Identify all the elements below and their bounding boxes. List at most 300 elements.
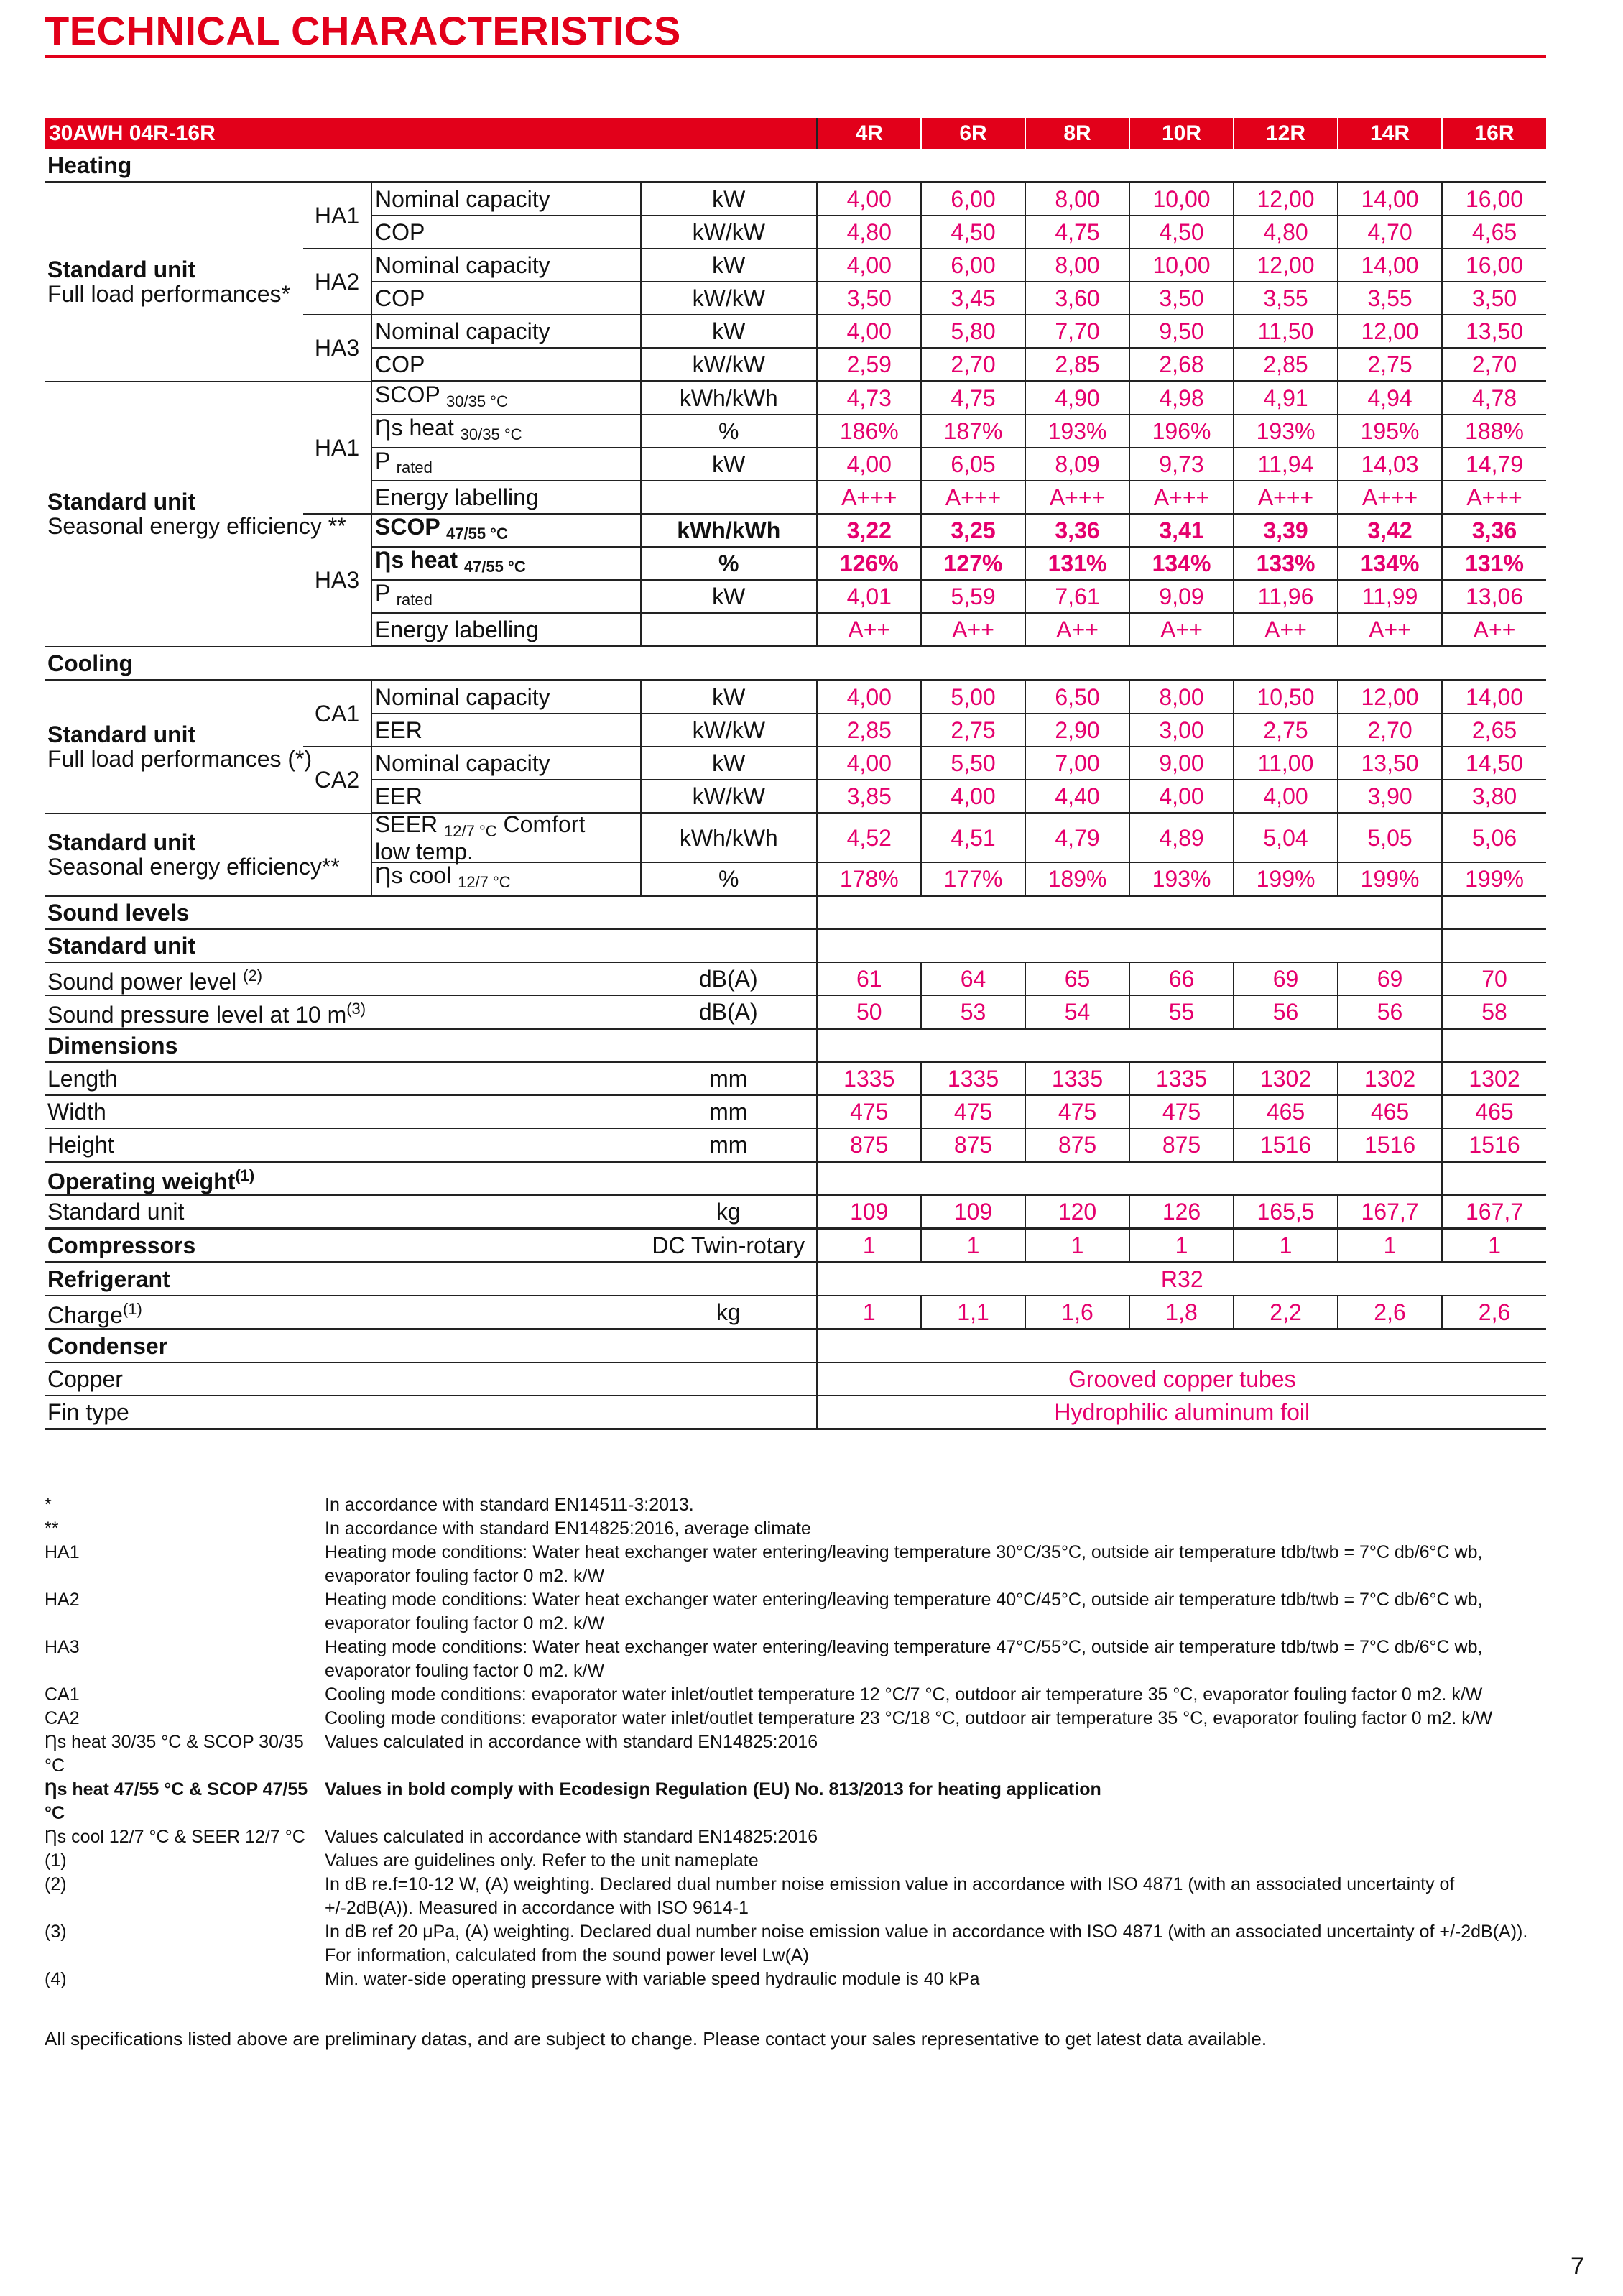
- row-unit: mm: [641, 1062, 817, 1095]
- row-unit: kW: [641, 448, 817, 481]
- value-cell: 8,00: [1025, 249, 1129, 282]
- footnote-key: (3): [45, 1922, 67, 1942]
- row-unit: kW: [641, 681, 817, 714]
- value-cell: 127%: [921, 547, 1025, 580]
- value-cell: 3,42: [1338, 514, 1442, 547]
- value-cell: 465: [1338, 1095, 1442, 1128]
- value-cell: 875: [921, 1128, 1025, 1162]
- value-cell: 6,00: [921, 249, 1025, 282]
- row-unit: %: [641, 415, 817, 448]
- value-cell: 69: [1234, 962, 1338, 995]
- value-cell: 4,52: [817, 813, 921, 863]
- value-cell: 11,99: [1338, 580, 1442, 613]
- value-cell: 3,39: [1234, 514, 1338, 547]
- value-cell: 167,7: [1338, 1195, 1442, 1229]
- value-cell: 56: [1338, 995, 1442, 1029]
- cooling-seasonal-group: Standard unit Seasonal energy efficiency**: [45, 813, 371, 896]
- footnote-text: Heating mode conditions: Water heat exchanger water entering/leaving temperature 30°C/35°C, outside air temperature tdb/twb = 7°C db/6°C wb, evaporator fouling factor 0 m2. k/W: [325, 1542, 1483, 1586]
- row-unit: kWh/kWh: [641, 382, 817, 415]
- value-cell: 12,00: [1338, 681, 1442, 714]
- value-cell: 3,50: [817, 282, 921, 315]
- row-unit: mm: [641, 1128, 817, 1162]
- table-row: [45, 1029, 1546, 1063]
- value-cell: 189%: [1025, 862, 1129, 896]
- model-header: 8R: [1025, 118, 1129, 149]
- value-cell: 14,79: [1442, 448, 1546, 481]
- value-cell: 199%: [1442, 862, 1546, 896]
- model-range: 30AWH 04R-16R: [45, 118, 817, 149]
- value-cell: 1516: [1338, 1128, 1442, 1162]
- section-sound: Sound levels: [45, 896, 817, 930]
- condition-code: HA3: [303, 514, 371, 647]
- value-cell: 178%: [817, 862, 921, 896]
- fin-value: Hydrophilic aluminum foil: [817, 1396, 1546, 1429]
- value-cell: 7,00: [1025, 747, 1129, 780]
- footnote: [45, 1707, 1546, 1730]
- value-cell: 54: [1025, 995, 1129, 1029]
- value-cell: 2,6: [1442, 1296, 1546, 1329]
- table-row: [45, 1329, 1546, 1363]
- value-cell: 4,01: [817, 580, 921, 613]
- value-cell: 3,80: [1442, 780, 1546, 813]
- footnote-key: Ƞs cool 12/7 °C & SEER 12/7 °C: [45, 1827, 305, 1847]
- row-label: P $_{rated}$: [371, 580, 641, 613]
- table-row: [45, 1128, 1546, 1162]
- value-cell: 1: [921, 1229, 1025, 1263]
- row-unit: kW/kW: [641, 348, 817, 382]
- footnote-key: (1): [45, 1850, 67, 1871]
- value-cell: 4,80: [817, 216, 921, 249]
- value-cell: 4,75: [1025, 216, 1129, 249]
- value-cell: 126%: [817, 547, 921, 580]
- footnote: [45, 1541, 1546, 1588]
- row-label: SEER $_{12/7 ^\circ C}$ Comfort low temp.: [371, 813, 641, 863]
- page-number: 7: [1571, 2253, 1584, 2280]
- value-cell: 13,50: [1338, 747, 1442, 780]
- footnote-key: HA3: [45, 1637, 80, 1657]
- footnote: [45, 1493, 1546, 1517]
- value-cell: 8,00: [1025, 183, 1129, 216]
- value-cell: 3,60: [1025, 282, 1129, 315]
- row-label: Nominal capacity: [371, 747, 641, 780]
- value-cell: 8,00: [1129, 681, 1234, 714]
- copper-value: Grooved copper tubes: [817, 1363, 1546, 1396]
- footnote-key: HA1: [45, 1542, 80, 1562]
- condition-code: CA1: [303, 681, 371, 747]
- value-cell: 12,00: [1338, 315, 1442, 348]
- row-unit: kW/kW: [641, 216, 817, 249]
- value-cell: 2,70: [921, 348, 1025, 382]
- footnote-text: In dB ref 20 μPa, (A) weighting. Declared dual number noise emission value in accordance with ISO 4871 (with an associated uncertainty of +/-2dB(A)). For information, calculated from the sound power level Lw(A): [325, 1922, 1528, 1965]
- value-cell: 11,50: [1234, 315, 1338, 348]
- footnote-key: (4): [45, 1969, 67, 1989]
- value-cell: 4,80: [1234, 216, 1338, 249]
- row-unit: %: [641, 862, 817, 896]
- value-cell: 11,00: [1234, 747, 1338, 780]
- value-cell: 188%: [1442, 415, 1546, 448]
- value-cell: 2,70: [1442, 348, 1546, 382]
- value-cell: 9,73: [1129, 448, 1234, 481]
- row-label: Fin type: [45, 1396, 817, 1429]
- seasonal-group: Standard unit Seasonal energy efficiency **: [45, 382, 303, 647]
- row-label: Energy labelling: [371, 481, 641, 514]
- footnote: [45, 1920, 1546, 1968]
- value-cell: A+++: [1338, 481, 1442, 514]
- value-cell: 16,00: [1442, 249, 1546, 282]
- value-cell: 4,00: [817, 183, 921, 216]
- value-cell: 1: [1025, 1229, 1129, 1263]
- table-row: [45, 382, 1546, 415]
- value-cell: 187%: [921, 415, 1025, 448]
- value-cell: 11,94: [1234, 448, 1338, 481]
- value-cell: 55: [1129, 995, 1234, 1029]
- value-cell: 4,00: [817, 681, 921, 714]
- value-cell: 5,50: [921, 747, 1025, 780]
- table-row: [45, 1396, 1546, 1429]
- footnote-key: *: [45, 1495, 52, 1515]
- section-cooling: Cooling: [45, 647, 1546, 681]
- value-cell: 4,79: [1025, 813, 1129, 863]
- value-cell: 109: [817, 1195, 921, 1229]
- footnote: [45, 1849, 1546, 1873]
- value-cell: 4,00: [817, 747, 921, 780]
- value-cell: 4,50: [1129, 216, 1234, 249]
- footnote-text: In accordance with standard EN14825:2016, average climate: [325, 1518, 811, 1539]
- value-cell: 5,05: [1338, 813, 1442, 863]
- value-cell: 4,94: [1338, 382, 1442, 415]
- footnote-text: Values are guidelines only. Refer to the unit nameplate: [325, 1850, 759, 1871]
- value-cell: 177%: [921, 862, 1025, 896]
- value-cell: 4,00: [817, 448, 921, 481]
- value-cell: 465: [1234, 1095, 1338, 1128]
- table-row: [45, 1229, 1546, 1263]
- value-cell: 109: [921, 1195, 1025, 1229]
- row-label: Nominal capacity: [371, 315, 641, 348]
- footnote: [45, 1730, 1546, 1778]
- value-cell: A++: [1338, 613, 1442, 647]
- spec-table: [45, 118, 1546, 1430]
- row-label: SCOP $_{30/35 ^\circ C}$: [371, 382, 641, 415]
- row-label: Height: [45, 1128, 641, 1162]
- row-unit: kW: [641, 183, 817, 216]
- model-header: 14R: [1338, 118, 1442, 149]
- table-row: [45, 681, 1546, 714]
- footnote-key: (2): [45, 1874, 67, 1894]
- footnote-text: In accordance with standard EN14511-3:2013.: [325, 1495, 694, 1515]
- value-cell: 14,00: [1338, 183, 1442, 216]
- table-row: [45, 118, 1546, 149]
- value-cell: 10,50: [1234, 681, 1338, 714]
- value-cell: 2,90: [1025, 714, 1129, 747]
- value-cell: 5,00: [921, 681, 1025, 714]
- row-unit: kg: [641, 1296, 817, 1329]
- value-cell: 12,00: [1234, 249, 1338, 282]
- value-cell: 5,80: [921, 315, 1025, 348]
- value-cell: 9,09: [1129, 580, 1234, 613]
- value-cell: 5,06: [1442, 813, 1546, 863]
- value-cell: 3,50: [1442, 282, 1546, 315]
- value-cell: 6,05: [921, 448, 1025, 481]
- value-cell: 14,50: [1442, 747, 1546, 780]
- value-cell: 50: [817, 995, 921, 1029]
- value-cell: A+++: [1129, 481, 1234, 514]
- row-label: SCOP $_{47/55 ^\circ C}$: [371, 514, 641, 547]
- model-header: 12R: [1234, 118, 1338, 149]
- table-row: [45, 1363, 1546, 1396]
- table-row: [45, 896, 1546, 930]
- value-cell: 8,09: [1025, 448, 1129, 481]
- value-cell: 875: [817, 1128, 921, 1162]
- value-cell: 4,00: [921, 780, 1025, 813]
- value-cell: 1: [817, 1296, 921, 1329]
- value-cell: A+++: [1442, 481, 1546, 514]
- footnote: [45, 1683, 1546, 1707]
- value-cell: 4,40: [1025, 780, 1129, 813]
- value-cell: 3,00: [1129, 714, 1234, 747]
- footnote: [45, 1588, 1546, 1636]
- value-cell: 14,00: [1338, 249, 1442, 282]
- value-cell: 7,70: [1025, 315, 1129, 348]
- value-cell: 3,36: [1025, 514, 1129, 547]
- row-label: Ƞs heat $_{30/35 ^\circ C}$: [371, 415, 641, 448]
- value-cell: 1: [1129, 1229, 1234, 1263]
- value-cell: 4,75: [921, 382, 1025, 415]
- row-unit: kW/kW: [641, 780, 817, 813]
- row-label: Nominal capacity: [371, 249, 641, 282]
- value-cell: 14,03: [1338, 448, 1442, 481]
- footnote-text: Min. water-side operating pressure with variable speed hydraulic module is 40 kPa: [325, 1969, 980, 1989]
- value-cell: 1302: [1234, 1062, 1338, 1095]
- row-label: Energy labelling: [371, 613, 641, 647]
- footnotes: [45, 1493, 1546, 1991]
- footnote-key: HA2: [45, 1590, 80, 1610]
- value-cell: 1516: [1442, 1128, 1546, 1162]
- value-cell: A+++: [1025, 481, 1129, 514]
- row-label: Standard unit: [45, 1195, 641, 1229]
- value-cell: A++: [1025, 613, 1129, 647]
- value-cell: 120: [1025, 1195, 1129, 1229]
- row-unit: kW: [641, 315, 817, 348]
- value-cell: 2,85: [1025, 348, 1129, 382]
- value-cell: 13,06: [1442, 580, 1546, 613]
- value-cell: 1: [817, 1229, 921, 1263]
- value-cell: 465: [1442, 1095, 1546, 1128]
- row-label: Refrigerant: [45, 1263, 817, 1296]
- value-cell: 475: [1129, 1095, 1234, 1128]
- refrigerant-value: R32: [817, 1263, 1546, 1296]
- row-label: Copper: [45, 1363, 817, 1396]
- value-cell: 4,70: [1338, 216, 1442, 249]
- value-cell: 13,50: [1442, 315, 1546, 348]
- footnote-text: In dB re.f=10-12 W, (A) weighting. Declared dual number noise emission value in accordance with ISO 4871 (with an associated uncertainty of +/-2dB(A)). Measured in accordance with ISO 9614-1: [325, 1874, 1455, 1918]
- value-cell: A++: [1234, 613, 1338, 647]
- value-cell: 2,85: [1234, 348, 1338, 382]
- value-cell: 16,00: [1442, 183, 1546, 216]
- value-cell: 186%: [817, 415, 921, 448]
- value-cell: 1: [1338, 1229, 1442, 1263]
- value-cell: 3,25: [921, 514, 1025, 547]
- value-cell: 1: [1234, 1229, 1338, 1263]
- section-dimensions: Dimensions: [45, 1029, 817, 1063]
- value-cell: A++: [1129, 613, 1234, 647]
- disclaimer: All specifications listed above are preliminary datas, and are subject to change. Please contact your sales representative to get latest data available.: [45, 2028, 1267, 2050]
- value-cell: 69: [1338, 962, 1442, 995]
- footnote: [45, 1873, 1546, 1920]
- table-row: [45, 183, 1546, 216]
- value-cell: 3,85: [817, 780, 921, 813]
- model-header: 10R: [1129, 118, 1234, 149]
- value-cell: 1335: [1129, 1062, 1234, 1095]
- row-label: Sound power level $^{(2)}$: [45, 962, 641, 995]
- model-header: 6R: [921, 118, 1025, 149]
- footnote-text: Cooling mode conditions: evaporator water inlet/outlet temperature 23 °C/18 °C, outdoor air temperature 35 °C, evaporator fouling factor 0 m2. k/W: [325, 1708, 1493, 1728]
- row-unit: kg: [641, 1195, 817, 1229]
- value-cell: 6,50: [1025, 681, 1129, 714]
- row-unit: kW: [641, 580, 817, 613]
- value-cell: 1302: [1442, 1062, 1546, 1095]
- value-cell: 61: [817, 962, 921, 995]
- value-cell: 1,1: [921, 1296, 1025, 1329]
- footnote-text: Values calculated in accordance with standard EN14825:2016: [325, 1827, 818, 1847]
- footnote-key: **: [45, 1518, 59, 1539]
- value-cell: 193%: [1234, 415, 1338, 448]
- value-cell: 2,2: [1234, 1296, 1338, 1329]
- row-unit: mm: [641, 1095, 817, 1128]
- cooling-full-group: Standard unit Full load performances (*): [45, 681, 303, 813]
- value-cell: 53: [921, 995, 1025, 1029]
- value-cell: 1335: [921, 1062, 1025, 1095]
- value-cell: 10,00: [1129, 249, 1234, 282]
- row-label: Charge$^{(1)}$: [45, 1296, 641, 1329]
- value-cell: 475: [817, 1095, 921, 1128]
- footnote-text: Values in bold comply with Ecodesign Regulation (EU) No. 813/2013 for heating application: [325, 1779, 1101, 1799]
- condition-code: CA2: [303, 747, 371, 813]
- value-cell: 875: [1025, 1128, 1129, 1162]
- value-cell: 6,00: [921, 183, 1025, 216]
- page-title: TECHNICAL CHARACTERISTICS: [45, 8, 681, 53]
- row-label: Length: [45, 1062, 641, 1095]
- value-cell: 9,50: [1129, 315, 1234, 348]
- row-label: COP: [371, 282, 641, 315]
- row-label: Width: [45, 1095, 641, 1128]
- footnote-key: CA1: [45, 1684, 80, 1705]
- value-cell: 4,00: [1129, 780, 1234, 813]
- row-unit: dB(A): [641, 995, 817, 1029]
- value-cell: 14,00: [1442, 681, 1546, 714]
- value-cell: 64: [921, 962, 1025, 995]
- row-label: Compressors: [45, 1229, 641, 1263]
- value-cell: 4,00: [817, 315, 921, 348]
- footnote-text: Heating mode conditions: Water heat exchanger water entering/leaving temperature 47°C/55°C, outside air temperature tdb/twb = 7°C db/6°C wb, evaporator fouling factor 0 m2. k/W: [325, 1637, 1483, 1681]
- model-header: 16R: [1442, 118, 1546, 149]
- footnote-text: Heating mode conditions: Water heat exchanger water entering/leaving temperature 40°C/45°C, outside air temperature tdb/twb = 7°C db/6°C wb, evaporator fouling factor 0 m2. k/W: [325, 1590, 1483, 1633]
- title-rule: [45, 55, 1546, 58]
- value-cell: 134%: [1129, 547, 1234, 580]
- value-cell: 475: [921, 1095, 1025, 1128]
- value-cell: 1335: [817, 1062, 921, 1095]
- table-row: [45, 1195, 1546, 1229]
- value-cell: 1: [1442, 1229, 1546, 1263]
- row-unit: %: [641, 547, 817, 580]
- value-cell: 195%: [1338, 415, 1442, 448]
- value-cell: 167,7: [1442, 1195, 1546, 1229]
- value-cell: 193%: [1025, 415, 1129, 448]
- table-row: [45, 1095, 1546, 1128]
- value-cell: A++: [921, 613, 1025, 647]
- table-row: [45, 813, 1546, 863]
- value-cell: 3,55: [1338, 282, 1442, 315]
- row-label: Ƞs cool $_{12/7 ^\circ C}$: [371, 862, 641, 896]
- value-cell: 199%: [1338, 862, 1442, 896]
- value-cell: 2,68: [1129, 348, 1234, 382]
- value-cell: 196%: [1129, 415, 1234, 448]
- value-cell: 133%: [1234, 547, 1338, 580]
- footnote-text: Values calculated in accordance with standard EN14825:2016: [325, 1732, 818, 1752]
- value-cell: 4,73: [817, 382, 921, 415]
- value-cell: 5,04: [1234, 813, 1338, 863]
- row-label: EER: [371, 714, 641, 747]
- row-label: P $_{rated}$: [371, 448, 641, 481]
- value-cell: 65: [1025, 962, 1129, 995]
- footnote-key: CA2: [45, 1708, 80, 1728]
- value-cell: 2,70: [1338, 714, 1442, 747]
- row-label: Sound pressure level at 10 $m^{(3)}$: [45, 995, 641, 1029]
- value-cell: 875: [1129, 1128, 1234, 1162]
- condition-code: HA2: [303, 249, 371, 315]
- value-cell: 4,98: [1129, 382, 1234, 415]
- row-label: Nominal capacity: [371, 681, 641, 714]
- value-cell: 7,61: [1025, 580, 1129, 613]
- table-row: [45, 1062, 1546, 1095]
- row-label: EER: [371, 780, 641, 813]
- footnote-text: Cooling mode conditions: evaporator water inlet/outlet temperature 12 °C/7 °C, outdoor air temperature 35 °C, evaporator fouling factor 0 m2. k/W: [325, 1684, 1483, 1705]
- footnote: [45, 1968, 1546, 1991]
- value-cell: 3,45: [921, 282, 1025, 315]
- table-row: [45, 1162, 1546, 1196]
- value-cell: A++: [817, 613, 921, 647]
- condition-code: HA1: [303, 382, 371, 515]
- value-cell: 4,00: [817, 249, 921, 282]
- condition-code: HA3: [303, 315, 371, 382]
- value-cell: 1,8: [1129, 1296, 1234, 1329]
- table-row: [45, 647, 1546, 681]
- value-cell: 2,6: [1338, 1296, 1442, 1329]
- section-weight: Operating weight$^{(1)}$: [45, 1162, 817, 1196]
- value-cell: 3,55: [1234, 282, 1338, 315]
- footnote: [45, 1778, 1546, 1825]
- value-cell: 1516: [1234, 1128, 1338, 1162]
- row-label: COP: [371, 348, 641, 382]
- value-cell: 4,00: [1234, 780, 1338, 813]
- value-cell: 56: [1234, 995, 1338, 1029]
- value-cell: 2,75: [921, 714, 1025, 747]
- section-condenser: Condenser: [45, 1329, 817, 1363]
- value-cell: 4,78: [1442, 382, 1546, 415]
- value-cell: 4,51: [921, 813, 1025, 863]
- value-cell: 2,65: [1442, 714, 1546, 747]
- full-load-group: Standard unit Full load performances*: [45, 183, 303, 382]
- value-cell: 4,65: [1442, 216, 1546, 249]
- row-unit: kW: [641, 249, 817, 282]
- value-cell: 66: [1129, 962, 1234, 995]
- value-cell: 199%: [1234, 862, 1338, 896]
- value-cell: 9,00: [1129, 747, 1234, 780]
- footnote-key: Ƞs heat 47/55 °C & SCOP 47/55 °C: [45, 1779, 308, 1823]
- value-cell: A+++: [817, 481, 921, 514]
- value-cell: 70: [1442, 962, 1546, 995]
- value-cell: A+++: [921, 481, 1025, 514]
- value-cell: 193%: [1129, 862, 1234, 896]
